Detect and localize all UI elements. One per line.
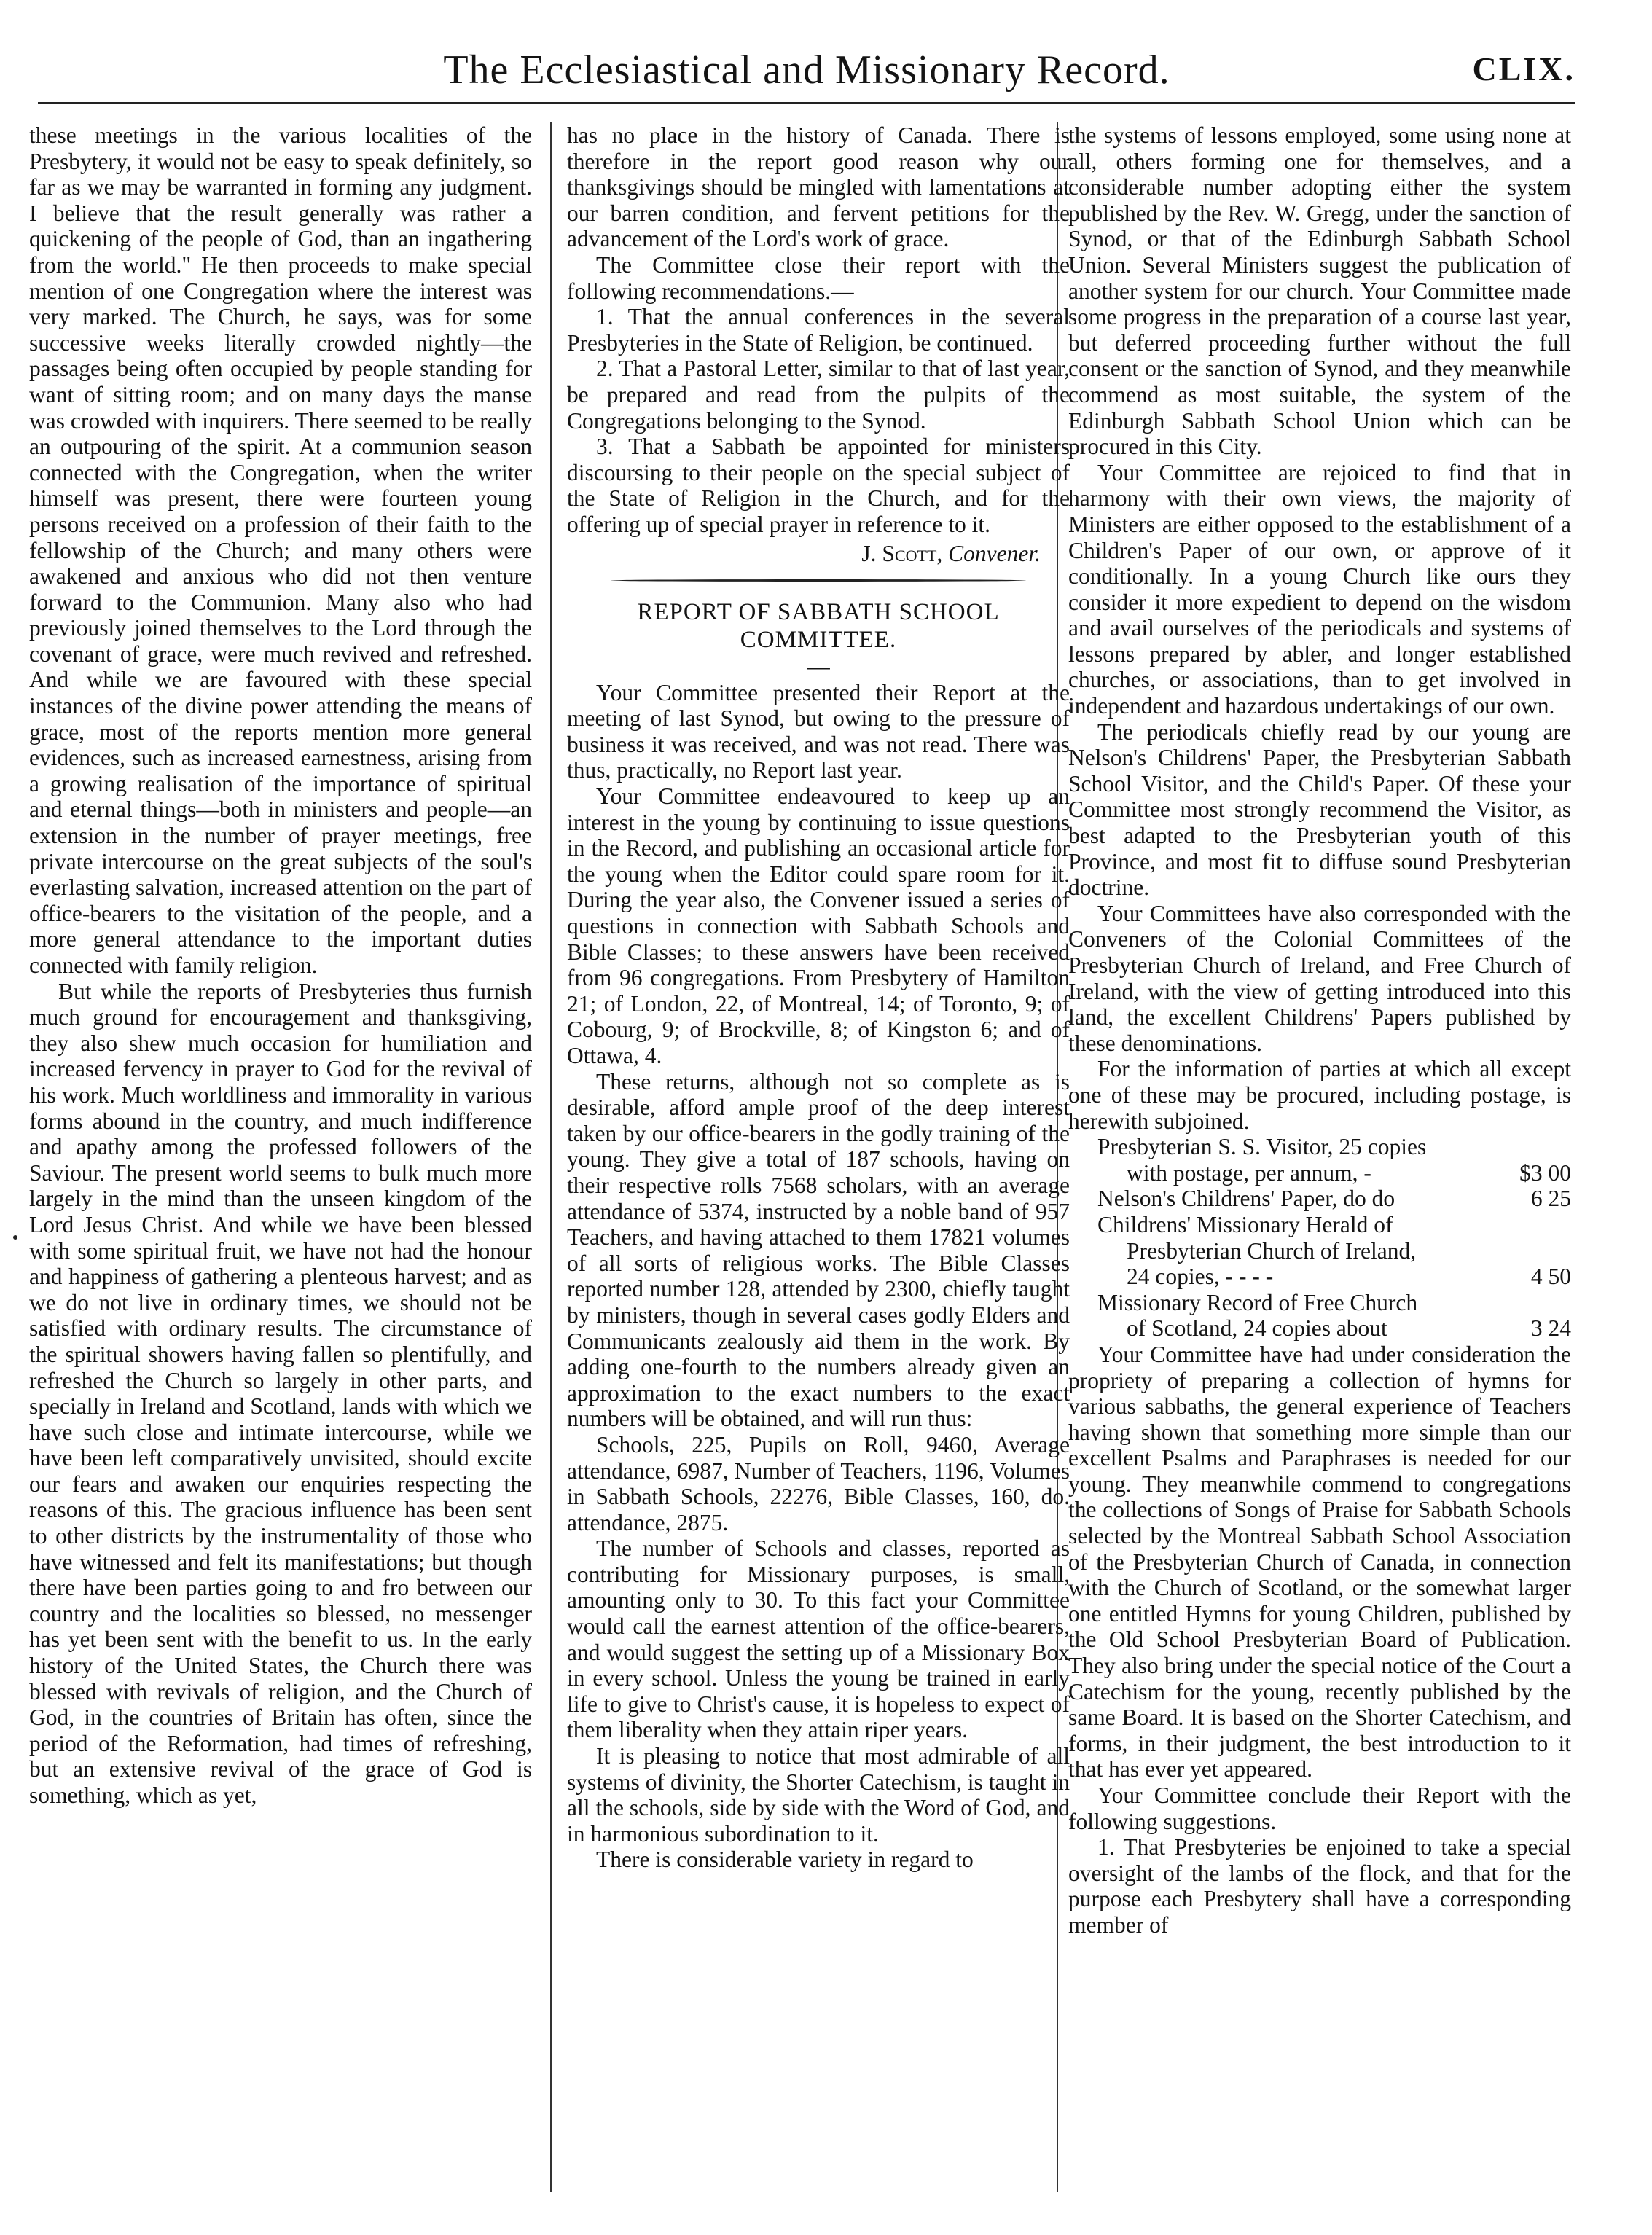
signature-title: Convener. [948, 540, 1041, 566]
signature [567, 541, 1070, 567]
price-item-line: with postage, per annum, - [1127, 1159, 1371, 1186]
paragraph: There is considerable variety in regard to [596, 1847, 974, 1873]
paragraph: These returns, although not so complete as is desirable, afford ample proof of the deep interest taken by our office-bearers in the godly training of the young. They give a total of 187 schools, having on their respective rolls 7568 scholars, with an average attendance of 5374, instructed by a noble band of 957 Teachers, and having attached to them 17821 volumes of all sorts of religious works. The Bible Classes reported number 128, attended by 2300, chiefly taught by ministers, though in several cases godly Elders and Communicants zealously aid them in the work. By adding one-fourth to the numbers already given an approximation to the exact numbers to the exact numbers will be obtained, and will run thus: [567, 1068, 1070, 1432]
paragraph: Your Committee conclude their Report with the following suggestions. [1068, 1782, 1571, 1834]
price-item [1068, 1186, 1571, 1212]
price-item-line: Childrens' Missionary Herald of [1097, 1211, 1393, 1237]
paragraph: The periodicals chiefly read by our young are Nelson's Childrens' Paper, the Presbyterian Sabbath School Visitor, and the Child's Paper. Of these your Committee most strongly recommend the Visitor, as best adapted to the Presbyterian youth of this Province, and most fit to diffuse sound Presbyterian doctrine. [1068, 719, 1571, 901]
paragraph: Your Committee are rejoiced to find that in harmony with their own views, the majority of Ministers are either opposed to the establishment of a Children's Paper of our own, or approve of it conditionally. In a young Church like ours they consider it more expedient to depend on the wisdom and avail ourselves of the periodicals and systems of lessons prepared by abler, and longer established churches, or associations, than to get involved in independent and hazardous undertakings of our own. [1068, 459, 1571, 719]
price-value [1506, 1134, 1571, 1186]
price-amount: 4 50 [1530, 1264, 1571, 1290]
price-item [1068, 1212, 1571, 1290]
price-amount: 6 25 [1530, 1186, 1571, 1212]
paragraph: 1. That Presbyteries be enjoined to take a special oversight of the lambs of the flock, and that for the purpose each Presbytery shall have a corresponding member of [1068, 1834, 1571, 1938]
price-item-label [1097, 1134, 1506, 1186]
column-3 [1068, 122, 1571, 2207]
column-divider-1 [550, 122, 552, 2192]
price-item-line: Missionary Record of Free Church [1097, 1289, 1418, 1315]
signature-name: J. Scott, [861, 540, 943, 566]
paragraph: the systems of lessons employed, some using none at all, others forming one for themselves, and a considerable number adopting either the system published by the Rev. W. Gregg, under the sanction of Synod, or that of the Edinburgh Sabbath School Union. Several Ministers suggest the publication of another system for our church. Your Committee made some progress in the preparation of a course last year, but deferred proceeding further without the full consent or the sanction of Synod, and they meanwhile commend as most suitable, the system of the Edinburgh Sabbath School Union which can be procured in this City. [1068, 122, 1571, 460]
paragraph: Your Committee have had under consideration the propriety of preparing a collection of hymns for various sabbaths, the general experience of Teachers having shown that something more simple than our excellent Psalms and Paraphrases is needed for our young. They meanwhile commend to congregations the collections of Songs of Praise for Sabbath Schools selected by the Montreal Sabbath School Association of the Presbyterian Church of Canada, in connection with the Church of Scotland, or the somewhat larger one entitled Hymns for young Children, published by the Old School Presbyterian Board of Publication. They also bring under the special notice of the Court a Catechism for the young, recently published by the same Board. It is based on the Shorter Catechism, and forms, in their judgment, the best introduction to it that has ever yet appeared. [1068, 1341, 1571, 1782]
price-list [1068, 1134, 1571, 1342]
paragraph: Your Committees have also corresponded with the Conveners of the Colonial Committees of the Presbyterian Church of Ireland, and Free Church of Ireland, with the view of getting introduced into this land, the excellent Childrens' Papers published by these denominations. [1068, 900, 1571, 1056]
paragraph: It is pleasing to notice that most admirable of all systems of divinity, the Shorter Catechism, is taught in all the schools, side by side with the Word of God, and in harmonious subordination to it. [567, 1743, 1070, 1847]
paragraph: these meetings in the various localities of the Presbytery, it would not be easy to speak definitely, so far as we may be warranted in forming any judgment. I believe that the result generally was rather a quickening of the people of God, than an ingathering from the world." He then proceeds to make special mention of one Congregation where the interest was very marked. The Church, he says, was for some successive weeks literally crowded nightly—the passages being often occupied by people standing for want of sitting room; and on many days the manse was crowded with inquirers. There seemed to be really an outpouring of the spirit. At a communion season connected with the Congregation, when the writer himself was present, there were fourteen young persons received on a profession of their faith to the fellowship of the Church; and many others were awakened and anxious who did not then venture forward to the Communion. Many also who had previously joined themselves to the Lord through the covenant of grace, were much revived and refreshed. And while we are favoured with these special instances of the divine power attending the means of grace, most of the reports mention more general evidences, such as increased earnestness, arising from a growing realisation of the importance of spiritual and eternal things—both in ministers and people—an extension in the number of prayer meetings, free private intercourse on the great subjects of the soul's everlasting salvation, increased attention on the part of office-bearers to the visitation of the people, and a more general attendance to the important duties connected with family religion. [29, 122, 532, 978]
margin-dot [13, 1235, 17, 1240]
price-amount: $3 00 [1519, 1159, 1571, 1186]
column-1 [29, 122, 532, 2207]
column-2 [567, 122, 1070, 2207]
heading-dash: — [807, 654, 830, 680]
price-amount: 3 24 [1530, 1315, 1571, 1342]
price-item-label [1097, 1290, 1506, 1342]
price-item [1068, 1290, 1571, 1342]
price-item-label: Nelson's Childrens' Paper, do do [1097, 1186, 1395, 1212]
price-item-line: of Scotland, 24 copies about [1127, 1315, 1387, 1342]
price-item-label [1097, 1212, 1506, 1290]
section-heading: REPORT OF SABBATH SCHOOL COMMITTEE. [637, 599, 1000, 654]
paragraph: But while the reports of Presbyteries thus furnish much ground for encouragement and thanksgiving, they also shew much occasion for humiliation and increased fervency in prayer to God for the revival of his work. Much worldliness and immorality in various forms abound in the country, and much indifference and apathy among the professed followers of the Saviour. The present world seems to bulk much more largely in the mind than the unseen kingdom of the Lord Jesus Christ. And while we have been blessed with some spiritual fruit, we have not had the honour and happiness of gathering a plenteous harvest; and as we do not live in ordinary times, we should not be satisfied with ordinary results. The circumstance of the spiritual showers having fallen so plentifully, and refreshed the Church so largely in other parts, and specially in Ireland and Scotland, lands with which we have such close and intimate intercourse, while we have been left comparatively unvisited, should excite our fears and awaken our enquiries respecting the reasons of this. The gracious influence has been sent to other districts by the instrumentality of those who have witnessed and felt its manifestations; but though there have been parties going to and fro between our country and the localities so blessed, no messenger has yet been sent with the benefit to us. In the early history of the United States, the Church there was blessed with revivals of religion, and the Church of God, in the countries of Britain has often, since the period of the Reformation, had times of refreshing, but an extensive revival of the grace of God is something, which as yet, [29, 978, 532, 1808]
price-value [1506, 1290, 1571, 1342]
price-item-line: Presbyterian S. S. Visitor, 25 copies [1097, 1134, 1427, 1160]
recommendation-3: 3. That a Sabbath be appointed for ministers discoursing to their people on the special subject of the State of Religion in the Church, and for the offering up of special prayer in reference to it. [567, 434, 1070, 537]
page-header [38, 42, 1575, 115]
price-item [1068, 1134, 1571, 1186]
page-number: CLIX. [1472, 50, 1575, 87]
header-rule [38, 102, 1575, 104]
paragraph: Your Committee endeavoured to keep up an interest in the young by continuing to issue questions in the Record, and publishing an occasional article for the young when the Editor could spare room for it. During the year also, the Convener issued a series of questions in connection with Sabbath Schools and Bible Classes; to these answers have been received from 96 congregations. From Presbytery of Hamilton 21; of London, 22, of Montreal, 14; of Toronto, 9; of Cobourg, 9; of Brockville, 8; of Kingston 6; and of Ottawa, 4. [567, 783, 1070, 1068]
section-separator [611, 576, 1026, 584]
paragraph: Your Committee presented their Report at the meeting of last Synod, but owing to the pressure of business it was received, and was not read. There was thus, practically, no Report last year. [567, 679, 1070, 783]
price-item-line: Presbyterian Church of Ireland, [1127, 1237, 1417, 1264]
price-item-line: 24 copies, - - - - [1127, 1264, 1274, 1290]
recommendation-2: 2. That a Pastoral Letter, similar to that of last year, be prepared and read from the pulpits of the Congregations belonging to the Synod. [567, 356, 1070, 434]
paragraph: The Committee close their report with the following recommendations.— [567, 251, 1070, 304]
paragraph: Schools, 225, Pupils on Roll, 9460, Average attendance, 6987, Number of Teachers, 1196, Volumes in Sabbath Schools, 22276, Bible Classes, 160, do. attendance, 2875. [567, 1431, 1070, 1535]
recommendation-1: 1. That the annual conferences in the several Presbyteries in the State of Religion, be continued. [567, 304, 1070, 356]
paragraph: The number of Schools and classes, reported as contributing for Missionary purposes, is small, amounting only to 30. To this fact your Committee would call the earnest attention of the office-bearers, and would suggest the setting up of a Missionary Box in every school. Unless the young be trained in early life to give to Christ's cause, it is hopeless to expect of them liberality when they attain riper years. [567, 1535, 1070, 1743]
paragraph: has no place in the history of Canada. There is therefore in the report good reason why our thanksgivings should be mingled with lamentations at our barren condition, and fervent petitions for the advancement of the Lord's work of grace. [567, 122, 1070, 252]
running-title: The Ecclesiastical and Missionary Record. [443, 47, 1170, 93]
paragraph: For the information of parties at which all except one of these may be procured, including postage, is herewith subjoined. [1068, 1056, 1571, 1134]
price-value [1506, 1212, 1571, 1290]
